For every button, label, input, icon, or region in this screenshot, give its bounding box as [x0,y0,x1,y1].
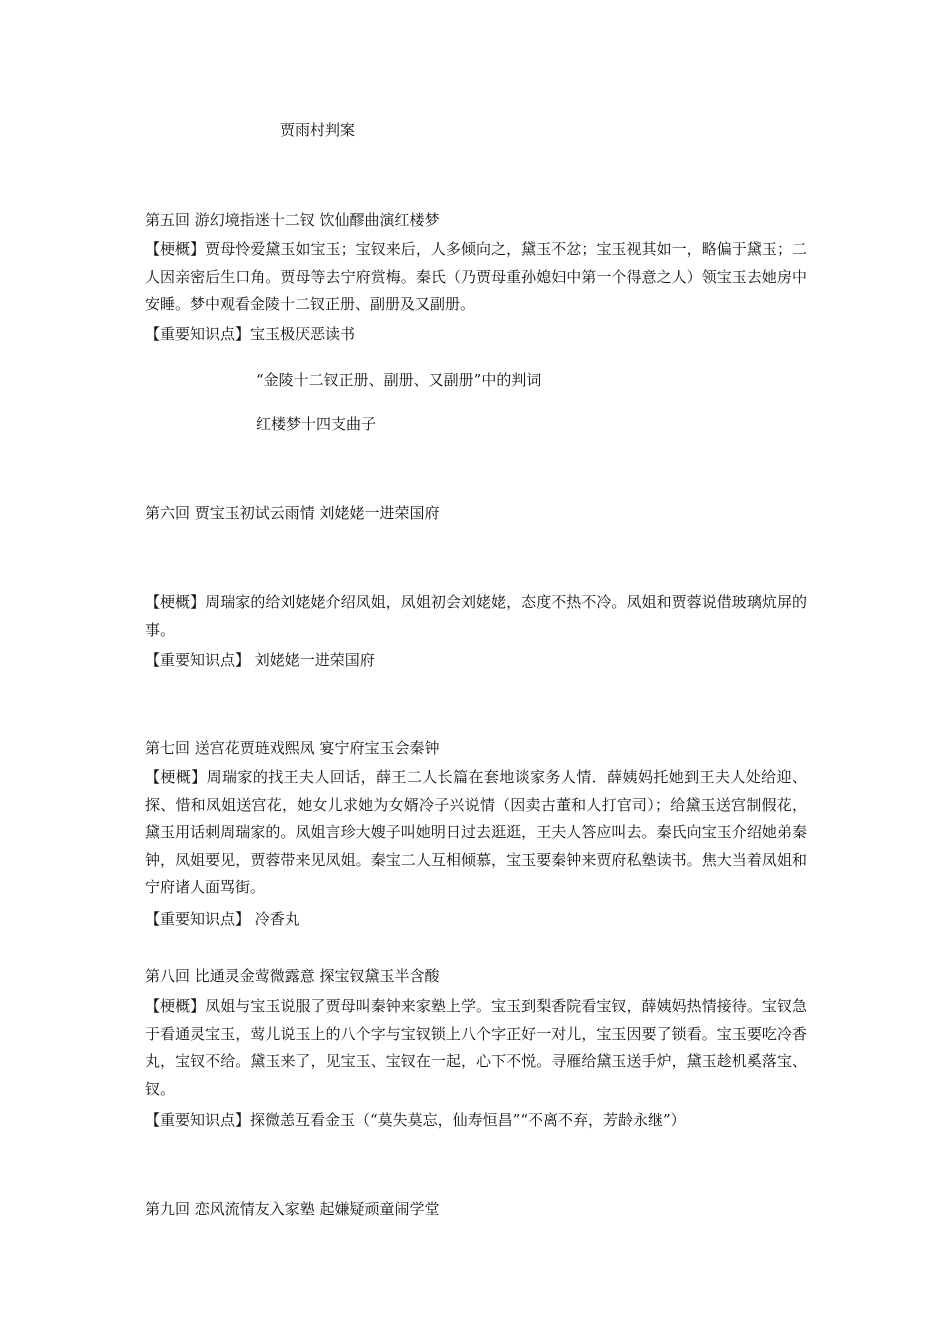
chapter-7-key-points: 【重要知识点】 冷香丸 [145,910,300,928]
chapter-8-heading: 第八回 比通灵金莺微露意 探宝钗黛玉半含酸 [145,967,440,985]
chapter-5-heading: 第五回 游幻境指迷十二钗 饮仙醪曲演红楼梦 [145,211,440,229]
chapter-5-summary: 【梗概】贾母怜爱黛玉如宝玉；宝钗来后，人多倾向之，黛玉不忿；宝玉视其如一，略偏于黛玉；二人因亲密后生口角。贾母等去宁府赏梅。秦氏（乃贾母重孙媳妇中第一个得意之人）领宝玉去她房中安睡。梦中观看金陵十二钗正册、副册及又副册。 [145,240,807,313]
chapter-7-summary: 【梗概】周瑞家的找王夫人回话，薛王二人长篇在套地谈家务人情．薛姨妈托她到王夫人处给迎、探、惜和凤姐送宫花，她女儿求她为女婿冷子兴说情（因卖古董和人打官司）；给黛玉送宫制假花，黛玉用话刺周瑞家的。凤姐言珍大嫂子叫她明日过去逛逛，王夫人答应叫去。秦氏向宝玉介绍她弟秦钟，凤姐要见，贾蓉带来见凤姐。秦宝二人互相倾慕，宝玉要秦钟来贾府私塾读书。焦大当着凤姐和宁府诸人面骂街。 [145,768,807,896]
chapter-8-key-points: 【重要知识点】探微恙互看金玉（“莫失莫忘，仙寿恒昌”“不离不弃，芳龄永继”） [145,1111,686,1129]
chapter-5-key-points: 【重要知识点】宝玉极厌恶读书 [145,325,356,343]
chapter-5-key-item-2: 红楼梦十四支曲子 [256,415,377,433]
chapter-6-heading: 第六回 贾宝玉初试云雨情 刘姥姥一进荣国府 [145,504,440,522]
chapter-6-summary: 【梗概】周瑞家的给刘姥姥介绍凤姐，凤姐初会刘姥姥，态度不热不冷。凤姐和贾蓉说借玻璃炕屏的事。 [145,593,807,639]
chapter-7-heading: 第七回 送宫花贾琏戏熙凤 宴宁府宝玉会秦钟 [145,739,440,757]
intro-item: 贾雨村判案 [280,121,356,139]
chapter-9-heading: 第九回 恋风流情友入家塾 起嫌疑顽童闹学堂 [145,1200,440,1218]
chapter-5-key-item-1: “金陵十二钗正册、副册、又副册”中的判词 [256,371,542,389]
chapter-8-summary: 【梗概】凤姐与宝玉说服了贾母叫秦钟来家塾上学。宝玉到梨香院看宝钗，薛姨妈热情接待。宝钗急于看通灵宝玉，莺儿说玉上的八个字与宝钗锁上八个字正好一对儿，宝玉因要了锁看。宝玉要吃冷香丸，宝钗不给。黛玉来了，见宝玉、宝钗在一起，心下不悦。寻雁给黛玉送手炉，黛玉趁机奚落宝、钗。 [145,997,807,1098]
chapter-6-key-points: 【重要知识点】 刘姥姥一进荣国府 [145,651,375,669]
